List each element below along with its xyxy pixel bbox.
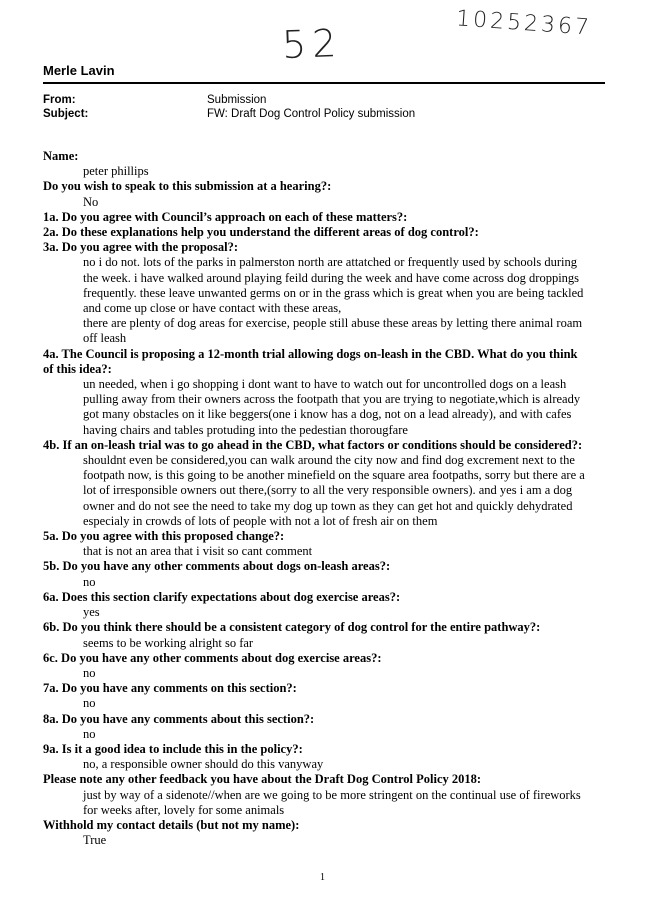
handwritten-submission-number: 52 (281, 20, 344, 68)
answer-line: for weeks after, lovely for some animals (83, 802, 285, 817)
answer-line: yes (83, 605, 100, 620)
answer-line: having chairs and tables protuding into the pedestian thorougfare (83, 422, 408, 437)
answer-line: seems to be working alright so far (83, 635, 254, 650)
answer-line: peter phillips (83, 164, 149, 179)
from-label: From: (43, 94, 76, 106)
question: 5b. Do you have any other comments about dogs on-leash areas?: (43, 559, 391, 574)
submission-body (43, 149, 608, 848)
header-divider (43, 82, 605, 84)
answer-line: got many obstacles on it like beggers(one i know has a dog, not on a lead already), and with cafes (83, 407, 572, 422)
question: Name: (43, 149, 79, 163)
handwritten-reference-number: 10252367 (455, 6, 593, 41)
answer-line: no, a responsible owner should do this vanyway (83, 757, 324, 772)
question: 4a. The Council is proposing a 12-month trial allowing dogs on-leash in the CBD. What do you think (43, 346, 578, 361)
question: 3a. Do you agree with the proposal?: (43, 240, 239, 255)
answer-line: footpath now, is this going to be another minefield on the square area footpaths, sorry but there are a (83, 468, 585, 483)
question: 9a. Is it a good idea to include this in the policy?: (43, 741, 303, 756)
answer-line: owner and do not see the need to take my dog up town as they can get hot and quickly dehydrated (83, 498, 573, 513)
question: 5a. Do you agree with this proposed change?: (43, 529, 285, 544)
question: 2a. Do these explanations help you understand the different areas of dog control?: (43, 225, 479, 240)
from-value: Submission (207, 94, 267, 106)
question: 7a. Do you have any comments on this section?: (43, 681, 297, 696)
email-author: Merle Lavin (43, 63, 115, 78)
question: 4b. If an on-leash trial was to go ahead in the CBD, what factors or conditions should be considered?: (43, 437, 583, 452)
question: Please note any other feedback you have about the Draft Dog Control Policy 2018: (43, 772, 482, 787)
subject-value: FW: Draft Dog Control Policy submission (207, 108, 416, 120)
answer-line: that is not an area that i visit so cant comment (83, 544, 313, 559)
answer-line: no (83, 574, 96, 589)
answer-line: shouldnt even be considered,you can walk around the city now and find dog excrement next to the (83, 453, 575, 468)
subject-label: Subject: (43, 108, 89, 120)
question: 6b. Do you think there should be a consistent category of dog control for the entire pathway?: (43, 620, 541, 635)
answer-line: pulling away from their owners across the footpath that you are trying to negotiate,which is already (83, 392, 581, 407)
answer-line: no i do not. lots of the parks in palmerston north are attatched or frequently used by schools during (83, 255, 577, 270)
question: Withhold my contact details (but not my name): (43, 817, 300, 832)
answer-line: no (83, 696, 96, 711)
answer-line: No (83, 194, 99, 209)
answer-line: the week. i have walked around playing feild during the week and have come across dog droppings (83, 270, 580, 285)
answer-line: off leash (83, 331, 127, 346)
answer-line: lot of irresponsible owners out there,(sorry to all the very responsible owners). and yes i am a dog (83, 483, 573, 498)
question-continued: of this idea?: (43, 361, 112, 376)
answer-line: and come up close or have contact with these areas, (83, 301, 342, 316)
page-number: 1 (320, 872, 325, 883)
answer-line: there are plenty of dog areas for exercise, people still abuse these areas by letting there animal roam (83, 316, 583, 331)
answer-line: especialy in crowds of lots of people with not a lot of fresh air on them (83, 513, 438, 528)
question: 6c. Do you have any other comments about dog exercise areas?: (43, 650, 382, 665)
answer-line: True (83, 833, 107, 848)
answer-line: just by way of a sidenote//when are we going to be more stringent on the continual use of fireworks (83, 787, 581, 802)
answer-line: no (83, 726, 96, 741)
question: Do you wish to speak to this submission at a hearing?: (43, 179, 332, 194)
answer-line: no (83, 665, 96, 680)
answer-line: frequently. these leave unwanted germs on or in the grass which is great when you are being tackled (83, 285, 584, 300)
question: 6a. Does this section clarify expectations about dog exercise areas?: (43, 589, 401, 604)
question: 8a. Do you have any comments about this section?: (43, 711, 315, 726)
question: 1a. Do you agree with Council’s approach on each of these matters?: (43, 209, 408, 224)
answer-line: un needed, when i go shopping i dont want to have to watch out for uncontrolled dogs on a leash (83, 377, 567, 392)
